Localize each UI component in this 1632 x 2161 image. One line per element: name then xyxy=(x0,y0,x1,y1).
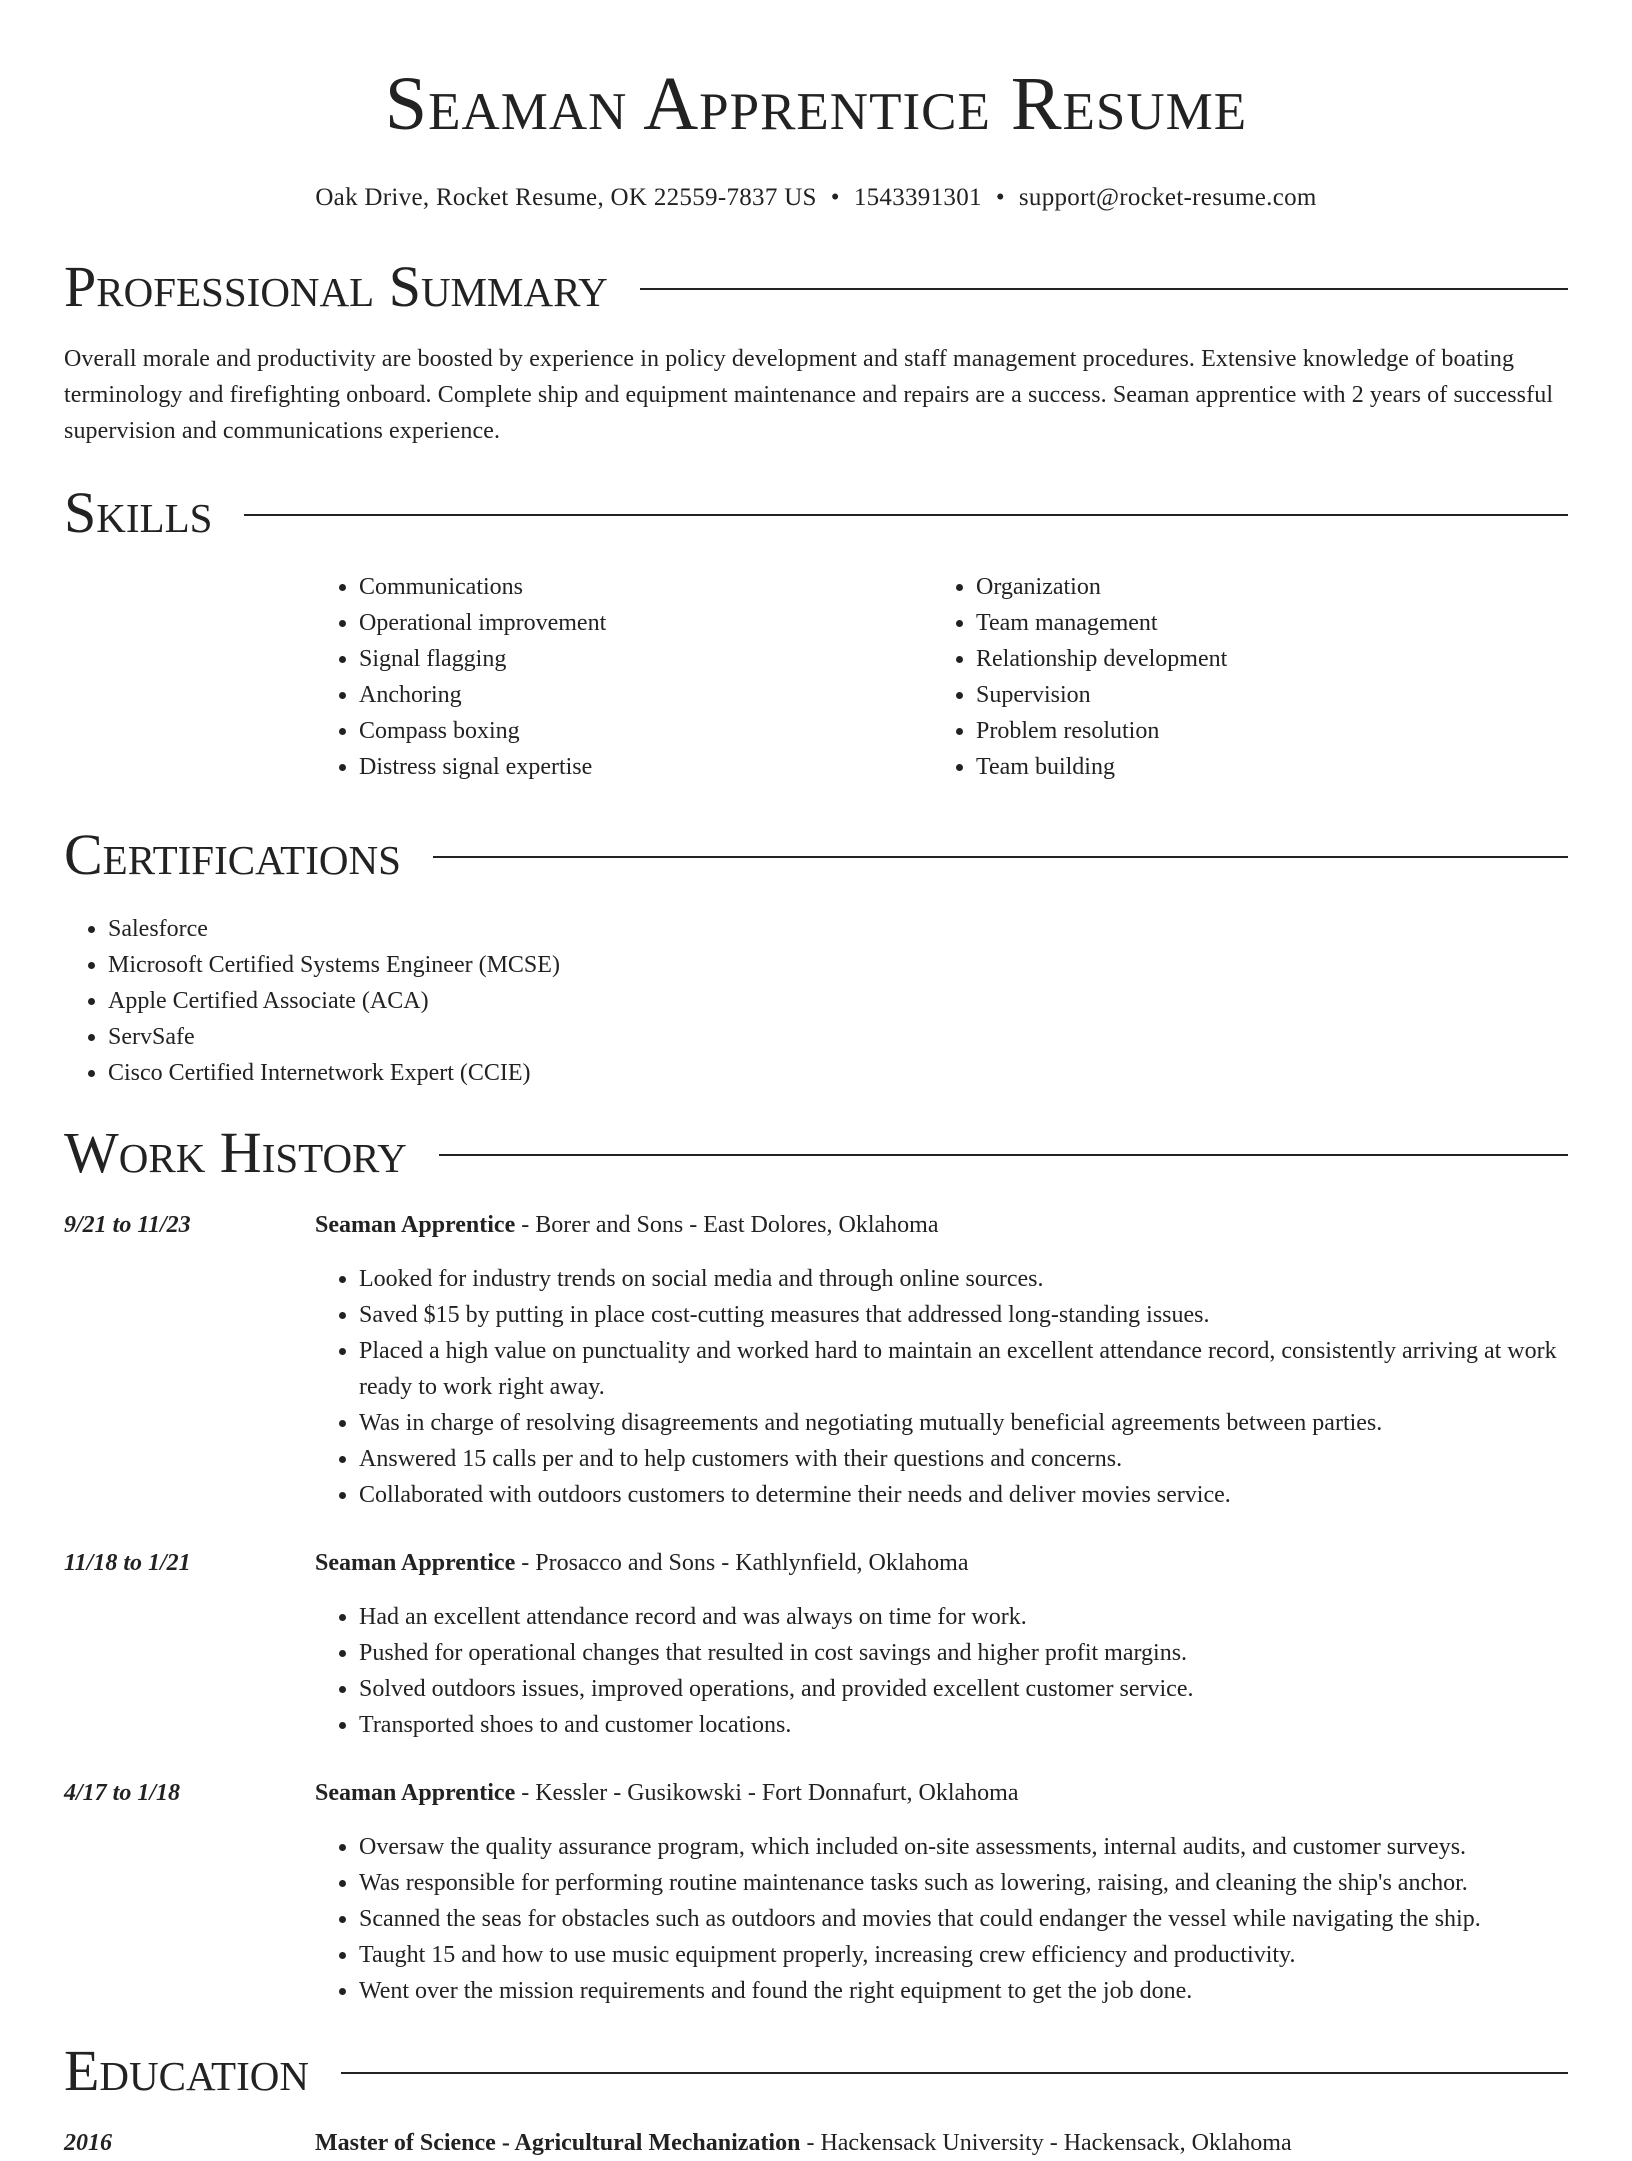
list-item: • Was responsible for performing routine maintenance tasks such as lowering, raising, and cleaning the ship's anchor. xyxy=(359,1865,1568,1901)
list-item: • Operational improvement xyxy=(359,605,932,641)
work-history-heading: Work History xyxy=(64,1120,407,1185)
education-title-line xyxy=(315,2125,1568,2161)
skills-column-left xyxy=(315,569,932,785)
list-item: • Organization xyxy=(976,569,1568,605)
education-body xyxy=(315,2125,1568,2161)
certifications-list xyxy=(64,911,1568,1091)
education-school: - Hackensack University - Hackensack, Oklahoma xyxy=(800,2130,1292,2156)
list-item: • Solved outdoors issues, improved operations, and provided excellent customer service. xyxy=(359,1671,1568,1707)
list-item: • Compass boxing xyxy=(359,713,932,749)
list-item: • Microsoft Certified Systems Engineer (MCSE) xyxy=(108,947,1568,983)
job-bullets xyxy=(315,1599,1568,1743)
list-item: • Supervision xyxy=(976,677,1568,713)
list-item: • Went over the mission requirements and found the right equipment to get the job done. xyxy=(359,1973,1568,2009)
education-entry xyxy=(64,2125,1568,2161)
job-employer: - Borer and Sons - East Dolores, Oklahoma xyxy=(515,1212,939,1238)
list-item: • ServSafe xyxy=(108,1019,1568,1055)
section-divider xyxy=(439,1154,1568,1156)
contact-address: Oak Drive, Rocket Resume, OK 22559-7837 US xyxy=(315,184,817,211)
job-bullets xyxy=(315,1261,1568,1513)
job-body xyxy=(315,1775,1568,2009)
summary-section-header xyxy=(64,252,1568,322)
skills-heading: Skills xyxy=(64,480,213,545)
contact-email[interactable]: support@rocket-resume.com xyxy=(1018,184,1317,211)
list-item: • Had an excellent attendance record and was always on time for work. xyxy=(359,1599,1568,1635)
job-title: Seaman Apprentice xyxy=(315,1780,516,1806)
section-divider xyxy=(341,2072,1568,2074)
job-entry xyxy=(64,1775,1568,2009)
page-title: Seaman Apprentice Resume xyxy=(384,62,1248,146)
list-item: • Transported shoes to and customer locations. xyxy=(359,1707,1568,1743)
certifications-heading: Certifications xyxy=(64,822,401,887)
list-item: • Scanned the seas for obstacles such as outdoors and movies that could endanger the vessel while navigating the ship. xyxy=(359,1901,1568,1937)
list-item: • Apple Certified Associate (ACA) xyxy=(108,983,1568,1019)
contact-line xyxy=(64,184,1568,212)
job-bullets xyxy=(315,1829,1568,2009)
summary-heading: Professional Summary xyxy=(64,254,608,319)
summary-text: Overall morale and productivity are boosted by experience in policy development and staff management procedures. Extensive knowledge of boating terminology and firefighting onboard. Complete ship and equipment maintenance and repairs are a success. Seaman apprentice with 2 years of successful supervision and communications experience. xyxy=(64,346,1554,444)
skills-section-header xyxy=(64,478,1568,548)
list-item: • Placed a high value on punctuality and worked hard to maintain an excellent attendance record, consistently arriving at work ready to work right away. xyxy=(359,1333,1568,1405)
job-entry xyxy=(64,1545,1568,1743)
list-item: • Problem resolution xyxy=(976,713,1568,749)
job-dates: 9/21 to 11/23 xyxy=(64,1212,191,1238)
list-item: • Relationship development xyxy=(976,641,1568,677)
education-year: 2016 xyxy=(64,2130,112,2156)
list-item: • Taught 15 and how to use music equipment properly, increasing crew efficiency and productivity. xyxy=(359,1937,1568,1973)
certifications-section-header xyxy=(64,820,1568,890)
list-item: • Was in charge of resolving disagreements and negotiating mutually beneficial agreements between parties. xyxy=(359,1405,1568,1441)
section-divider xyxy=(640,288,1568,290)
section-divider xyxy=(244,514,1568,516)
job-body xyxy=(315,1207,1568,1513)
list-item: • Communications xyxy=(359,569,932,605)
job-title: Seaman Apprentice xyxy=(315,1550,516,1576)
list-item: • Cisco Certified Internetwork Expert (CCIE) xyxy=(108,1055,1568,1091)
work-history-section-header xyxy=(64,1118,1568,1188)
job-dates: 11/18 to 1/21 xyxy=(64,1550,191,1576)
job-employer: - Kessler - Gusikowski - Fort Donnafurt, Oklahoma xyxy=(515,1780,1019,1806)
job-entry xyxy=(64,1207,1568,1513)
education-section-header xyxy=(64,2036,1568,2106)
job-dates: 4/17 to 1/18 xyxy=(64,1780,181,1806)
section-divider xyxy=(433,856,1568,858)
contact-phone: 1543391301 xyxy=(853,184,982,211)
list-item: • Distress signal expertise xyxy=(359,749,932,785)
job-title-line xyxy=(315,1775,1568,1811)
list-item: • Answered 15 calls per and to help customers with their questions and concerns. xyxy=(359,1441,1568,1477)
list-item: • Looked for industry trends on social media and through online sources. xyxy=(359,1261,1568,1297)
list-item: • Team building xyxy=(976,749,1568,785)
list-item: • Oversaw the quality assurance program, which included on-site assessments, internal audits, and customer surveys. xyxy=(359,1829,1568,1865)
list-item: • Signal flagging xyxy=(359,641,932,677)
list-item: • Pushed for operational changes that resulted in cost savings and higher profit margins. xyxy=(359,1635,1568,1671)
job-title-line xyxy=(315,1545,1568,1581)
contact-separator: • xyxy=(995,184,1005,211)
education-heading: Education xyxy=(64,2038,309,2103)
list-item: • Saved $15 by putting in place cost-cutting measures that addressed long-standing issues. xyxy=(359,1297,1568,1333)
education-degree: Master of Science - Agricultural Mechanization xyxy=(315,2130,801,2156)
skills-list xyxy=(315,569,1568,785)
job-employer: - Prosacco and Sons - Kathlynfield, Oklahoma xyxy=(515,1550,969,1576)
job-title: Seaman Apprentice xyxy=(315,1212,516,1238)
contact-separator: • xyxy=(830,184,840,211)
list-item: • Team management xyxy=(976,605,1568,641)
skills-column-right xyxy=(932,569,1568,785)
job-body xyxy=(315,1545,1568,1743)
job-title-line xyxy=(315,1207,1568,1243)
list-item: • Salesforce xyxy=(108,911,1568,947)
list-item: • Anchoring xyxy=(359,677,932,713)
list-item: • Collaborated with outdoors customers to determine their needs and deliver movies service. xyxy=(359,1477,1568,1513)
